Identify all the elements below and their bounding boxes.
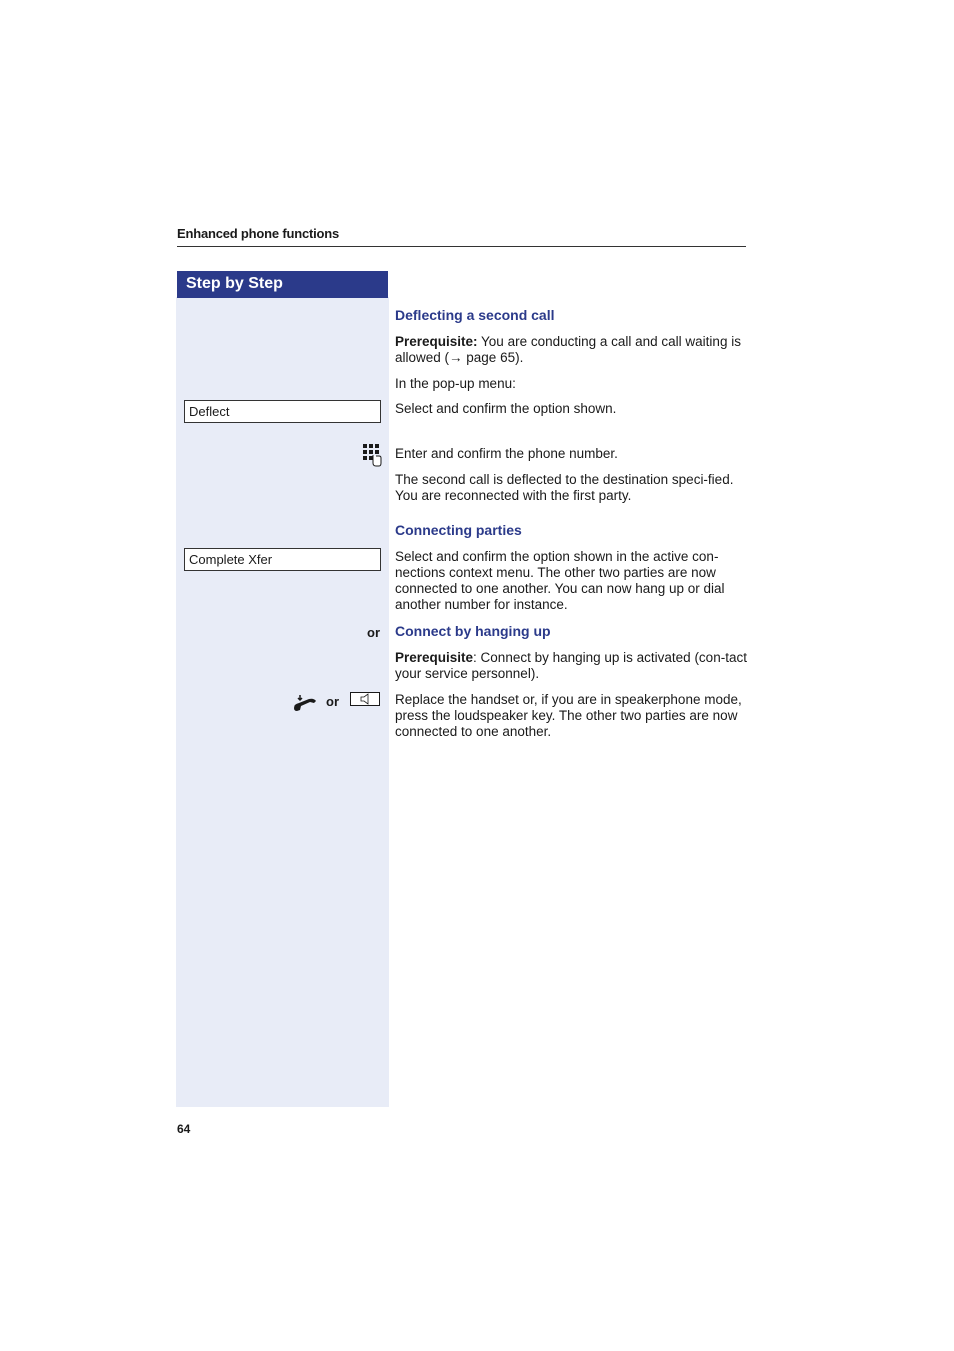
deflect-option[interactable]: Deflect (184, 400, 381, 423)
hang-up-handset-icon (292, 694, 318, 712)
heading-connecting-parties: Connecting parties (395, 522, 522, 538)
arrow-right-icon: → (449, 350, 463, 365)
keypad-icon (362, 443, 382, 467)
connecting-parties-text: Select and confirm the option shown in the active con-nections context menu. The other two parties are now connected to one another. You can now hang up or dial another number for instance. (395, 549, 725, 612)
heading-deflecting-second-call: Deflecting a second call (395, 307, 555, 323)
enter-number-text: Enter and confirm the phone number. (395, 446, 618, 461)
page-number: 64 (177, 1122, 191, 1136)
prerequisite-hangup (395, 650, 747, 682)
running-header: Enhanced phone functions (177, 226, 340, 241)
header-divider (177, 246, 746, 247)
or-label: or (326, 694, 339, 709)
prerequisite-deflect (395, 334, 747, 366)
loudspeaker-key-icon (350, 692, 380, 706)
deflect-result-text: The second call is deflected to the destination speci-fied. You are reconnected with the first party. (395, 472, 734, 503)
select-confirm-text: Select and confirm the option shown. (395, 401, 617, 416)
popup-menu-note: In the pop-up menu: (395, 376, 516, 391)
page-reference: page 65). (462, 350, 524, 365)
hang-up-text: Replace the handset or, if you are in speakerphone mode, press the loudspeaker key. The other two parties are now connected to one another. (395, 692, 742, 739)
heading-connect-by-hanging-up: Connect by hanging up (395, 623, 551, 639)
complete-xfer-option[interactable]: Complete Xfer (184, 548, 381, 571)
prerequisite-text: You are conducting a call and call waiting is allowed ( (395, 334, 741, 365)
prerequisite-label: Prerequisite: (395, 334, 478, 349)
prerequisite-text: : Connect by hanging up is activated (con-tact your service personnel). (395, 650, 747, 681)
or-label: or (367, 625, 380, 640)
prerequisite-label: Prerequisite (395, 650, 474, 665)
step-by-step-title: Step by Step (177, 271, 388, 298)
